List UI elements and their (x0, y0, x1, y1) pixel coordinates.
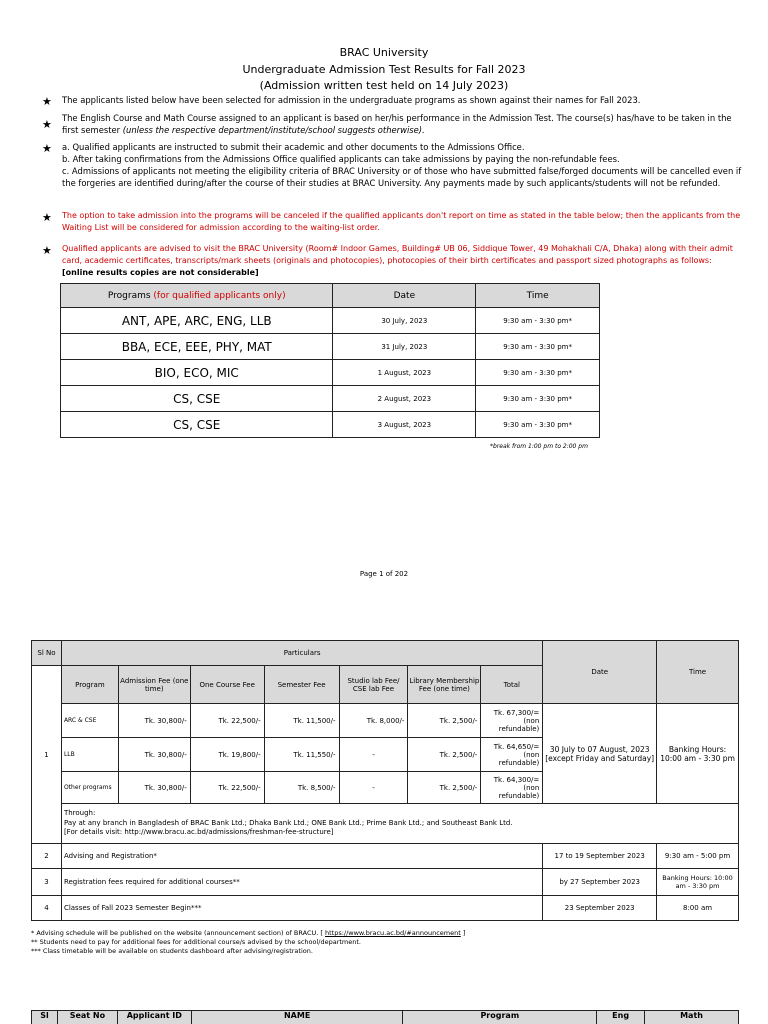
star-icon: ★ (42, 118, 52, 131)
schedule-programs: ANT, APE, ARC, ENG, LLB (61, 308, 333, 334)
total-header: Total (481, 666, 543, 704)
fee-admission: Tk. 30,800/- (118, 738, 190, 772)
fee-total (481, 772, 543, 804)
footnote-timetable: *** Class timetable will be available on students dashboard after advising/registration. (31, 947, 313, 955)
fees-table (31, 640, 739, 921)
bullet-visit-instructions (62, 243, 742, 279)
bullet-instructions (62, 141, 742, 189)
schedule-date: 3 August, 2023 (333, 412, 476, 438)
through-label: Through: (63, 809, 96, 818)
fee-library: Tk. 2,500/- (408, 704, 481, 738)
sl-header: Sl No (32, 641, 62, 666)
fee-total (481, 738, 543, 772)
visit-instructions-text: Qualified applicants are advised to visit the BRAC University (Room# Indoor Games, Building# UB 06, Siddique Tower, 49 Mohakhali C/A, Dhaka) along with their admit card, academic certificates, transcripts/mark sheets (originals and photocopies), photocopies of their birth certificates and passport sized photographs as follows: (62, 244, 733, 265)
document-title: Undergraduate Admission Test Results for Fall 2023 (242, 63, 526, 76)
fee-total (481, 704, 543, 738)
particular: Registration fees required for additional courses** (61, 869, 542, 896)
fee-studio: - (339, 738, 408, 772)
fee-library: Tk. 2,500/- (408, 772, 481, 804)
fees-date-header: Date (543, 641, 657, 704)
break-note: *break from 1:00 pm to 2:00 pm (490, 443, 588, 450)
program-header: Program (61, 666, 118, 704)
online-copies-note: [online results copies are not considerable] (62, 268, 259, 277)
document-subtitle: (Admission written test held on 14 July 2023) (259, 79, 509, 92)
schedule-time: 9:30 am - 3:30 pm* (476, 334, 600, 360)
schedule-programs: BIO, ECO, MIC (61, 360, 333, 386)
event-date: 17 to 19 September 2023 (543, 844, 657, 869)
schedule-programs: CS, CSE (61, 412, 333, 438)
table-row (61, 334, 600, 360)
admission-fee-header: Admission Fee (one time) (118, 666, 190, 704)
bullet-course-assignment (62, 112, 742, 136)
fee-course: Tk. 22,500/- (190, 704, 264, 738)
event-time: Banking Hours: 10:00 am - 3:30 pm (657, 869, 739, 896)
math-header: Math (645, 1011, 739, 1024)
through-banks: Pay at any branch in Bangladesh of BRAC Bank Ltd.; Dhaka Bank Ltd.; ONE Bank Ltd.; Prime Bank Ltd.; and Southeast Bank Ltd. (63, 818, 513, 827)
footnote-advising-end: ] (460, 929, 466, 937)
event-time: 8:00 am (657, 896, 739, 921)
fee-total-note: (non refundable) (498, 783, 540, 800)
applicants-table (31, 1010, 739, 1024)
star-icon: ★ (42, 211, 52, 224)
fee-studio: Tk. 8,000/- (339, 704, 408, 738)
fee-total-amount: Tk. 64,300/= (493, 775, 540, 784)
row-number: 4 (32, 896, 62, 921)
payment-date: 30 July to 07 August, 2023 [except Friday and Saturday] (543, 704, 657, 804)
time-header: Time (476, 284, 600, 308)
table-row (61, 308, 600, 334)
fee-program: LLB (61, 738, 118, 772)
fees-time-header: Time (657, 641, 739, 704)
footnote-advising (31, 929, 465, 938)
semester-fee-header: Semester Fee (264, 666, 339, 704)
fee-library: Tk. 2,500/- (408, 738, 481, 772)
programs-header (61, 284, 333, 308)
fee-program: Other programs (61, 772, 118, 804)
fee-course: Tk. 22,500/- (190, 772, 264, 804)
table-row (32, 704, 739, 738)
instruction-c: c. Admissions of applicants not meeting the eligibility criteria of BRAC University or of those who have submitted false/forged documents will be cancelled even if the forgeries are identified during/after the course of their studies at BRAC University. Any payments made by such applicants/students will not be refunded. (62, 166, 742, 188)
event-time: 9:30 am - 5:00 pm (657, 844, 739, 869)
payment-banks (61, 804, 738, 844)
instruction-b: b. After taking confirmations from the Admissions Office qualified applicants can take admissions by paying the non-refundable fees. (62, 154, 620, 164)
particulars-header: Particulars (61, 641, 542, 666)
schedule-time: 9:30 am - 3:30 pm* (476, 386, 600, 412)
schedule-date: 31 July, 2023 (333, 334, 476, 360)
table-row (61, 412, 600, 438)
event-date: by 27 September 2023 (543, 869, 657, 896)
particular: Classes of Fall 2023 Semester Begin*** (61, 896, 542, 921)
schedule-date: 2 August, 2023 (333, 386, 476, 412)
fee-course: Tk. 19,800/- (190, 738, 264, 772)
fee-total-note: (non refundable) (498, 750, 540, 767)
programs-header-label: Programs (107, 290, 154, 301)
eng-header: Eng (597, 1011, 645, 1024)
applicant-id-header: Applicant ID (117, 1011, 191, 1024)
schedule-programs: BBA, ECE, EEE, PHY, MAT (61, 334, 333, 360)
fee-semester: Tk. 11,550/- (264, 738, 339, 772)
payment-time: Banking Hours: 10:00 am - 3:30 pm (657, 704, 739, 804)
table-row (32, 869, 739, 896)
table-row (32, 844, 739, 869)
university-name: BRAC University (339, 46, 429, 59)
schedule-time: 9:30 am - 3:30 pm* (476, 412, 600, 438)
course-assignment-exception: (unless the respective department/institute/school suggests otherwise). (122, 125, 425, 135)
seat-no-header: Seat No (57, 1011, 117, 1024)
date-header: Date (333, 284, 476, 308)
fee-admission: Tk. 30,800/- (118, 704, 190, 738)
library-fee-header: Library Membership Fee (one time) (408, 666, 481, 704)
schedule-time: 9:30 am - 3:30 pm* (476, 360, 600, 386)
course-assignment-text: The English Course and Math Course assigned to an applicant is based on her/his performance in the Admission Test. The course(s) has/have to be taken in the first semester (62, 113, 732, 135)
programs-header-qualifier: (for qualified applicants only) (153, 290, 286, 301)
table-row (32, 896, 739, 921)
bullet-selected-applicants: The applicants listed below have been selected for admission in the undergraduate programs as shown against their names for Fall 2023. (62, 95, 641, 105)
row-number: 1 (32, 666, 62, 844)
table-row (61, 360, 600, 386)
fee-total-amount: Tk. 67,300/= (493, 708, 540, 717)
footnote-additional-fees: ** Students need to pay for additional fees for additional course/s advised by the school/department. (31, 938, 362, 946)
fee-studio: - (339, 772, 408, 804)
applicant-program-header: Program (403, 1011, 597, 1024)
star-icon: ★ (42, 142, 52, 155)
schedule-programs: CS, CSE (61, 386, 333, 412)
schedule-time: 9:30 am - 3:30 pm* (476, 308, 600, 334)
studio-fee-header: Studio lab Fee/ CSE lab Fee (339, 666, 408, 704)
schedule-date: 1 August, 2023 (333, 360, 476, 386)
fee-semester: Tk. 8,500/- (264, 772, 339, 804)
through-details: [For details visit: http://www.bracu.ac.bd/admissions/freshman-fee-structure] (63, 828, 334, 837)
footnote-advising-text: * Advising schedule will be published on the website (announcement section) of BRACU. [ (31, 929, 325, 937)
table-row (61, 386, 600, 412)
applicant-sl-header: Sl (32, 1011, 58, 1024)
schedule-date: 30 July, 2023 (333, 308, 476, 334)
star-icon: ★ (42, 244, 52, 257)
star-icon: ★ (42, 95, 52, 108)
fee-admission: Tk. 30,800/- (118, 772, 190, 804)
fee-semester: Tk. 11,500/- (264, 704, 339, 738)
event-date: 23 September 2023 (543, 896, 657, 921)
particular: Advising and Registration* (61, 844, 542, 869)
bullet-cancellation-warning: The option to take admission into the programs will be canceled if the qualified applicants don't report on time as stated in the table below; then the applicants from the Waiting List will be considered for admission according to the waiting-list order. (62, 211, 741, 232)
table-row (32, 804, 739, 844)
fee-total-amount: Tk. 64,650/= (493, 742, 540, 751)
instruction-a: a. Qualified applicants are instructed to submit their academic and other documents to the Admissions Office. (62, 142, 525, 152)
course-fee-header: One Course Fee (190, 666, 264, 704)
announcement-link[interactable]: https://www.bracu.ac.bd/#announcement (324, 929, 461, 937)
schedule-table (60, 283, 600, 438)
name-header: NAME (191, 1011, 403, 1024)
row-number: 3 (32, 869, 62, 896)
row-number: 2 (32, 844, 62, 869)
page-number: Page 1 of 202 (359, 570, 409, 578)
fee-total-note: (non refundable) (498, 716, 540, 733)
fee-program: ARC & CSE (61, 704, 118, 738)
